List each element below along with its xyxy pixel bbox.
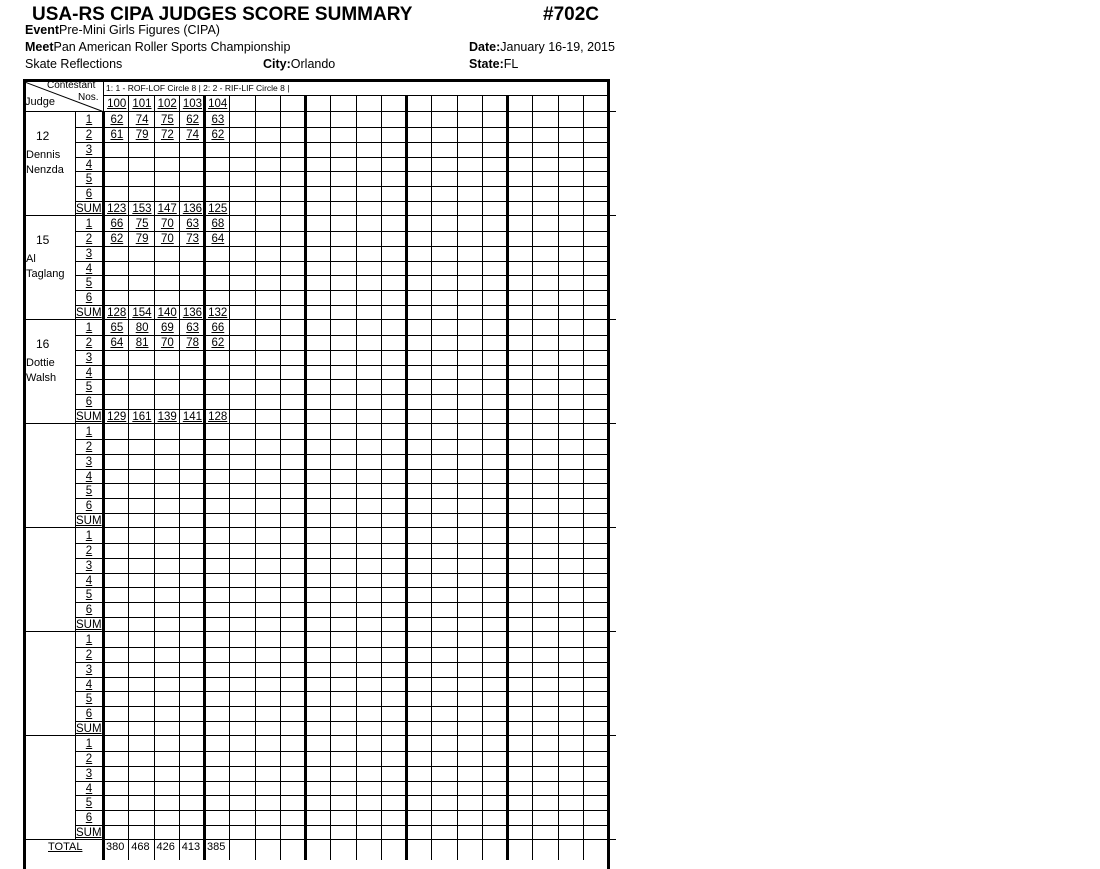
row-divider — [75, 558, 610, 559]
row-number: 5 — [85, 797, 93, 810]
column-divider — [457, 95, 458, 860]
row-divider — [75, 127, 610, 128]
row-divider — [75, 186, 610, 187]
state-line — [469, 57, 518, 71]
row-divider — [75, 662, 610, 663]
score-cell: 74 — [186, 128, 199, 141]
judge-first-name: Dennis — [26, 149, 61, 161]
row-divider — [75, 795, 610, 796]
column-group-divider — [304, 95, 307, 860]
row-number: 6 — [85, 292, 93, 305]
sum-cell: 123 — [107, 203, 127, 216]
score-cell: 61 — [110, 128, 124, 141]
row-divider — [75, 157, 610, 158]
row-divider — [75, 721, 610, 722]
column-divider — [381, 95, 382, 860]
city-line — [263, 57, 335, 71]
sum-label: SUM — [76, 827, 102, 840]
row-divider — [75, 617, 610, 618]
row-number: 2 — [85, 648, 93, 661]
sum-label: SUM — [76, 723, 102, 736]
event-value: Pre-Mini Girls Figures (CIPA) — [59, 23, 220, 37]
row-divider — [75, 246, 610, 247]
total-cell: 426 — [156, 841, 175, 853]
row-divider — [75, 379, 610, 380]
total-cell: 413 — [181, 841, 201, 853]
row-number: 3 — [85, 143, 93, 156]
row-divider — [75, 142, 610, 143]
sum-cell: 136 — [182, 203, 202, 216]
figures-caption: 1: 1 - ROF-LOF Circle 8 | 2: 2 - RIF-LIF Circle 8 | — [106, 83, 290, 93]
column-group-divider — [506, 95, 509, 860]
score-cell: 78 — [186, 336, 199, 349]
sum-cell: 136 — [182, 307, 202, 320]
sum-cell: 129 — [107, 411, 127, 424]
column-divider — [280, 95, 281, 860]
score-cell: 70 — [160, 218, 174, 230]
sum-cell: 139 — [157, 411, 177, 424]
judge-number: 12 — [36, 129, 50, 143]
row-number: 2 — [85, 336, 93, 349]
sum-cell: 153 — [132, 203, 152, 216]
column-divider — [482, 95, 483, 860]
city-label: City: — [263, 57, 291, 71]
judge-number: 16 — [36, 337, 50, 351]
meet-label: Meet — [25, 40, 54, 54]
row-divider — [75, 691, 610, 692]
meet-line — [25, 40, 290, 54]
row-number: 4 — [85, 782, 93, 795]
score-cell: 75 — [160, 114, 174, 126]
sum-cell: 140 — [157, 307, 177, 320]
row-divider — [75, 409, 610, 410]
sum-cell: 132 — [208, 307, 228, 320]
row-number: 6 — [85, 604, 93, 617]
sum-label: SUM — [76, 203, 102, 216]
row-number: 5 — [85, 693, 93, 706]
column-divider — [255, 95, 256, 860]
row-number: 4 — [85, 366, 93, 379]
row-number: 3 — [85, 767, 93, 780]
sum-cell: 128 — [107, 307, 127, 320]
contestant-label: Contestant — [47, 80, 96, 91]
score-cell: 69 — [160, 322, 174, 334]
judge-first-name: Al — [26, 253, 36, 265]
column-divider — [583, 95, 584, 860]
row-number: 1 — [85, 634, 93, 646]
row-divider — [75, 394, 610, 395]
row-divider — [75, 573, 610, 574]
row-number: 4 — [85, 678, 93, 691]
row-number: 1 — [85, 738, 93, 750]
score-cell: 64 — [110, 336, 124, 349]
score-cell: 65 — [110, 322, 124, 334]
column-divider — [558, 95, 559, 860]
date-label: Date: — [469, 40, 501, 54]
row-divider — [75, 275, 610, 276]
row-number: 5 — [85, 589, 93, 602]
event-label: Event — [25, 23, 60, 37]
column-divider — [532, 95, 533, 860]
total-cell: 468 — [131, 841, 150, 853]
score-cell: 62 — [211, 128, 225, 141]
sum-label: SUM — [76, 411, 102, 424]
meet-value: Pan American Roller Sports Championship — [53, 40, 291, 54]
event-line — [25, 23, 220, 37]
row-divider — [75, 439, 610, 440]
row-number: 4 — [85, 158, 93, 171]
column-divider — [356, 95, 357, 860]
judge-first-name: Dottie — [26, 357, 55, 369]
column-divider — [229, 95, 230, 860]
row-number: 2 — [85, 128, 93, 141]
judge-block-divider — [26, 527, 616, 528]
score-cell: 74 — [135, 114, 149, 126]
judge-number: 15 — [36, 233, 50, 247]
score-cell: 80 — [135, 322, 149, 334]
form-number: #702C — [543, 4, 599, 25]
sum-label: SUM — [76, 619, 102, 632]
row-divider — [75, 543, 610, 544]
total-divider — [26, 839, 616, 840]
judge-block-divider — [26, 735, 616, 736]
row-number: 3 — [85, 247, 93, 260]
row-divider — [75, 766, 610, 767]
nos-label: Nos. — [78, 92, 99, 103]
state-label: State: — [469, 57, 504, 71]
row-number: 1 — [85, 218, 93, 230]
contestant-number: 102 — [157, 98, 177, 110]
column-divider — [431, 95, 432, 860]
score-cell: 79 — [135, 128, 149, 141]
row-number: 6 — [85, 396, 93, 409]
score-cell: 62 — [186, 114, 199, 126]
score-cell: 68 — [211, 218, 225, 230]
row-number: 4 — [85, 574, 93, 587]
row-number: 3 — [85, 351, 93, 364]
score-cell: 64 — [211, 232, 225, 245]
score-cell: 70 — [160, 232, 174, 245]
column-divider — [330, 95, 331, 860]
judge-block-divider — [26, 111, 616, 112]
row-number: 5 — [85, 277, 93, 290]
row-divider — [75, 201, 610, 202]
sum-label: SUM — [76, 515, 102, 528]
state-value: FL — [503, 57, 519, 71]
judge-last-name: Walsh — [26, 372, 57, 384]
judge-block-divider — [26, 215, 616, 216]
city-value: Orlando — [290, 57, 336, 71]
contestant-number: 103 — [182, 98, 202, 110]
row-number: 5 — [85, 485, 93, 498]
row-divider — [75, 171, 610, 172]
column-group-divider — [405, 95, 408, 860]
row-divider — [75, 350, 610, 351]
row-divider — [75, 469, 610, 470]
sum-label: SUM — [76, 307, 102, 320]
row-number: 4 — [85, 470, 93, 483]
row-divider — [75, 365, 610, 366]
judge-last-name: Nenzda — [26, 164, 64, 176]
score-cell: 75 — [135, 218, 149, 230]
row-number: 2 — [85, 544, 93, 557]
contestant-number: 101 — [132, 98, 152, 110]
row-number: 3 — [85, 455, 93, 468]
row-number: 1 — [85, 322, 93, 334]
sum-cell: 161 — [132, 411, 152, 424]
sum-cell: 125 — [208, 203, 228, 216]
score-cell: 62 — [110, 114, 124, 126]
page-title: USA-RS CIPA JUDGES SCORE SUMMARY — [32, 4, 413, 25]
row-number: 1 — [85, 530, 93, 542]
row-divider — [75, 751, 610, 752]
row-divider — [75, 602, 610, 603]
row-number: 1 — [85, 114, 93, 126]
row-number: 3 — [85, 663, 93, 676]
row-divider — [75, 498, 610, 499]
score-cell: 70 — [160, 336, 174, 349]
row-divider — [75, 647, 610, 648]
row-number: 4 — [85, 262, 93, 275]
score-cell: 63 — [211, 114, 225, 126]
contestant-number: 100 — [107, 98, 127, 110]
row-divider — [75, 335, 610, 336]
total-cell: 380 — [106, 841, 125, 853]
row-number: 6 — [85, 812, 93, 825]
score-cell: 62 — [110, 232, 124, 245]
judge-block-divider — [26, 631, 616, 632]
judge-block-divider — [26, 423, 616, 424]
row-number: 2 — [85, 440, 93, 453]
score-cell: 63 — [186, 218, 199, 230]
score-cell: 62 — [211, 336, 225, 349]
sum-cell: 147 — [157, 203, 177, 216]
judge-block-divider — [26, 319, 616, 320]
row-divider — [75, 587, 610, 588]
row-divider — [75, 290, 610, 291]
score-cell: 81 — [135, 336, 149, 349]
judge-last-name: Taglang — [26, 268, 65, 280]
row-number: 6 — [85, 188, 93, 201]
row-number: 6 — [85, 708, 93, 721]
row-number: 5 — [85, 173, 93, 186]
score-cell: 66 — [211, 322, 225, 334]
row-divider — [75, 261, 610, 262]
date-value: January 16-19, 2015 — [500, 40, 615, 54]
score-grid — [23, 79, 610, 869]
sum-cell: 154 — [132, 307, 152, 320]
row-divider — [75, 825, 610, 826]
row-divider — [75, 305, 610, 306]
score-cell: 72 — [160, 128, 174, 141]
judge-label: Judge — [25, 96, 55, 108]
row-divider — [75, 231, 610, 232]
sum-cell: 128 — [208, 411, 228, 424]
row-number: 2 — [85, 752, 93, 765]
score-cell: 66 — [110, 218, 124, 230]
row-divider — [75, 781, 610, 782]
row-number: 3 — [85, 559, 93, 572]
row-divider — [75, 706, 610, 707]
row-number: 5 — [85, 381, 93, 394]
row-divider — [75, 810, 610, 811]
row-number: 1 — [85, 426, 93, 438]
sum-cell: 141 — [182, 411, 202, 424]
total-cell: 385 — [207, 841, 226, 853]
contestant-number: 104 — [208, 98, 228, 110]
row-divider — [75, 677, 610, 678]
total-label: TOTAL — [48, 841, 83, 853]
row-divider — [75, 454, 610, 455]
score-cell: 73 — [186, 232, 199, 245]
score-cell: 79 — [135, 232, 149, 245]
row-divider — [75, 483, 610, 484]
date-line — [469, 40, 615, 54]
row-number: 2 — [85, 232, 93, 245]
row-number: 6 — [85, 500, 93, 513]
score-cell: 63 — [186, 322, 199, 334]
host-club: Skate Reflections — [25, 57, 123, 71]
row-divider — [75, 513, 610, 514]
